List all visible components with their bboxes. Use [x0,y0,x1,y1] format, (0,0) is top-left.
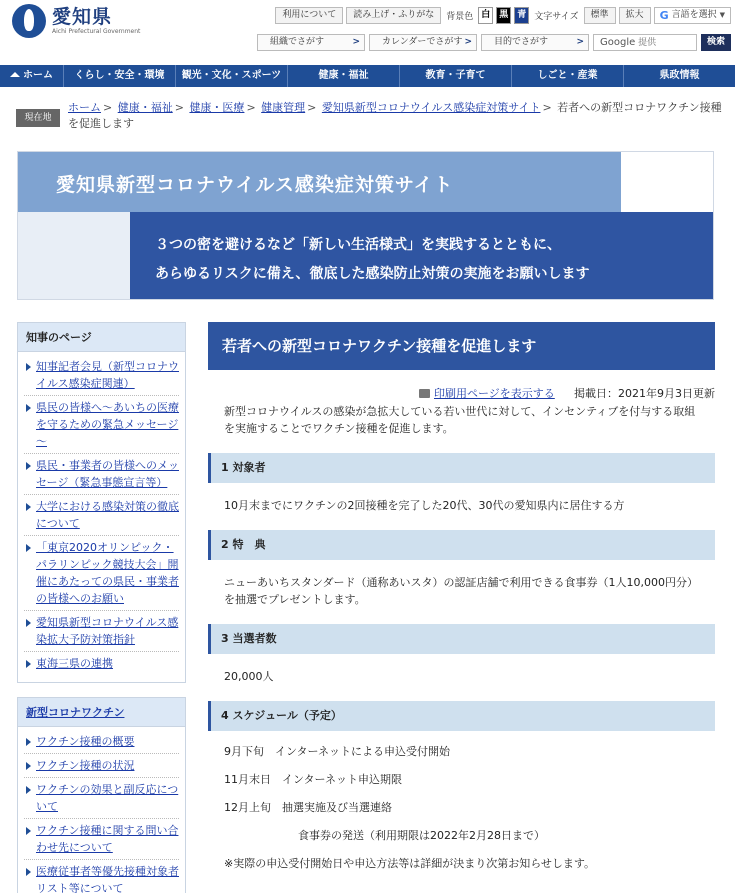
sidebar-link-university[interactable]: 大学における感染対策の徹底について [36,500,179,530]
sidebar-link-vaccine-contact[interactable]: ワクチン接種に関する問い合わせ先について [36,824,179,854]
sidebar-item [24,655,179,675]
site-search-input[interactable]: Google 提供 [593,34,697,51]
site-logo[interactable] [12,4,140,38]
chevron-down-icon: ▼ [719,11,725,19]
language-select[interactable] [654,7,731,24]
sidebar-link-business-message[interactable]: 県民・事業者の皆様へのメッセージ（緊急事態宣言等） [36,459,179,489]
schedule-item: 11月末日 インターネット申込期限 [224,773,403,786]
section-heading-winners: 3 当選者数 [208,624,715,654]
breadcrumb-link-health-mgmt[interactable]: 健康管理 [261,101,306,114]
covid-site-banner[interactable] [17,151,714,300]
chevron-right-icon: > [576,37,584,47]
section-body-winners: 20,000人 [224,670,274,683]
sidebar-link-priority-list[interactable]: 医療従事者等優先接種対象者リスト等について [36,865,179,893]
bg-black-button[interactable]: 黒 [496,7,511,24]
banner-message-line-1: ３つの密を避けるなど「新しい生活様式」を実践するとともに、 [155,237,561,253]
sidebar-link-vaccine-effects[interactable]: ワクチンの効果と副反応について [36,783,179,813]
sidebar-item [24,539,179,611]
vaccine-heading-link[interactable]: 新型コロナワクチン [18,698,185,727]
sidebar-item [24,822,179,860]
gnav-health[interactable]: 健康・福祉 [288,65,400,87]
sidebar-item [24,781,179,819]
sidebar-link-vaccine-overview[interactable]: ワクチン接種の概要 [36,735,135,748]
lead-text: 新型コロナウイルスの感染が急拡大している若い世代に対して、インセンティブを付与する取組を実施することでワクチン接種を促進します。 [224,405,696,435]
governor-page-heading: 知事のページ [18,323,185,352]
text-size-label: 文字サイズ [534,12,579,22]
bg-blue-button[interactable]: 青 [514,7,529,24]
sidebar-link-vaccine-status[interactable]: ワクチン接種の状況 [36,759,135,772]
sidebar [17,322,186,893]
schedule-item: 12月上旬 抽選実施及び当選連絡 [224,801,392,814]
gnav-home[interactable]: ホーム [0,65,64,87]
print-page-link[interactable]: 印刷用ページを表示する [419,385,555,401]
sidebar-link-tokai[interactable]: 東海三県の連携 [36,657,113,670]
search-by-purpose-button[interactable]: 目的でさがす > [481,34,589,51]
banner-title: 愛知県新型コロナウイルス感染症対策サイト [56,174,454,196]
schedule-item: 9月下旬 インターネットによる申込受付開始 [224,745,451,758]
breadcrumb-link-welfare[interactable]: 健康・福祉 [117,101,173,114]
section-body-target: 10月末までにワクチンの2回接種を完了した20代、30代の愛知県内に居住する方 [224,499,625,512]
breadcrumb-link-medical[interactable]: 健康・医療 [189,101,245,114]
global-nav [0,65,735,87]
background-color-label: 背景色 [446,12,474,22]
gnav-education[interactable]: 教育・子育て [400,65,512,87]
main-content [208,322,715,883]
text-size-standard-button[interactable]: 標準 [584,7,616,24]
bg-white-button[interactable]: 白 [478,7,493,24]
search-by-calendar-button[interactable]: カレンダーでさがす > [369,34,477,51]
breadcrumb: 現在地 ホーム > 健康・福祉 > 健康・医療 > 健康管理 > 愛知県新型コロナウイルス感染症対策サイト > 若者への新型コロナワクチン接種を促進します [16,100,726,132]
sidebar-item [24,614,179,652]
read-aloud-button[interactable]: 読み上げ・ふりがな [346,7,441,24]
section-heading-target: 1 対象者 [208,453,715,483]
current-location-badge: 現在地 [16,109,60,127]
google-icon: G [659,9,669,22]
printer-icon [419,389,430,398]
vaccine-box [17,697,186,893]
breadcrumb-link-covid-site[interactable]: 愛知県新型コロナウイルス感染症対策サイト [321,101,541,114]
chevron-right-icon: > [464,37,472,47]
sidebar-link-guidelines[interactable]: 愛知県新型コロナウイルス感染拡大予防対策指針 [36,616,179,646]
gnav-work[interactable]: しごと・産業 [512,65,624,87]
banner-message-line-2: あらゆるリスクに備え、徹底した感染防止対策の実施をお願いします [155,266,590,282]
gnav-government[interactable]: 県政情報 [659,70,700,81]
text-size-large-button[interactable]: 拡大 [619,7,651,24]
search-by-org-button[interactable]: 組織でさがす > [257,34,365,51]
sidebar-item [24,757,179,778]
sidebar-item [24,863,179,893]
sidebar-item [24,498,179,536]
section-heading-benefit: 2 特 典 [208,530,715,560]
about-site-button[interactable]: 利用について [275,7,343,24]
home-icon [10,72,20,77]
sidebar-link-press-conference[interactable]: 知事記者会見（新型コロナウイルス感染症関連） [36,360,179,390]
utility-bar [275,7,731,24]
site-name-english: Aichi Prefectural Government [52,28,141,35]
gnav-living[interactable]: くらし・安全・環境 [64,65,176,87]
breadcrumb-link-home[interactable]: ホーム [68,101,101,114]
sidebar-link-emergency-message[interactable]: 県民の皆様へ～あいちの医療を守るための緊急メッセージ～ [36,401,179,448]
search-bar [257,34,731,51]
sidebar-item [24,399,179,454]
governor-page-box [17,322,186,683]
page-title: 若者への新型コロナワクチン接種を促進します [208,322,715,370]
site-name: 愛知県 [52,6,113,28]
section-heading-schedule: 4 スケジュール（予定） [208,701,715,731]
prefecture-emblem-icon [12,4,46,38]
site-header [0,0,735,62]
schedule-list [208,731,715,872]
sidebar-item [24,457,179,495]
sidebar-link-olympics[interactable]: 「東京2020オリンピック・パラリンピック競技大会」開催にあたっての県民・事業者の皆様へのお願い [36,541,179,605]
schedule-item: 食事券の発送（利用期限は2022年2月28日まで） [298,829,545,842]
posted-date: 掲載日：2021年9月3日更新 [574,387,715,400]
language-select-label: 言語を選択 [671,10,717,20]
search-button[interactable]: 検索 [701,34,731,51]
sidebar-item [24,733,179,754]
breadcrumb-current: 若者への新型コロナワクチン接種を促進します [68,101,722,130]
gnav-tourism[interactable]: 観光・文化・スポーツ [176,65,288,87]
sidebar-item [24,358,179,396]
section-body-benefit: ニューあいちスタンダード（通称あいスタ）の認証店舗で利用できる食事券（1人10,000円分）を抽選でプレゼントします。 [224,576,699,606]
chevron-right-icon: > [352,37,360,47]
schedule-note: ※実際の申込受付開始日や申込方法等は詳細が決まり次第お知らせします。 [224,857,596,870]
